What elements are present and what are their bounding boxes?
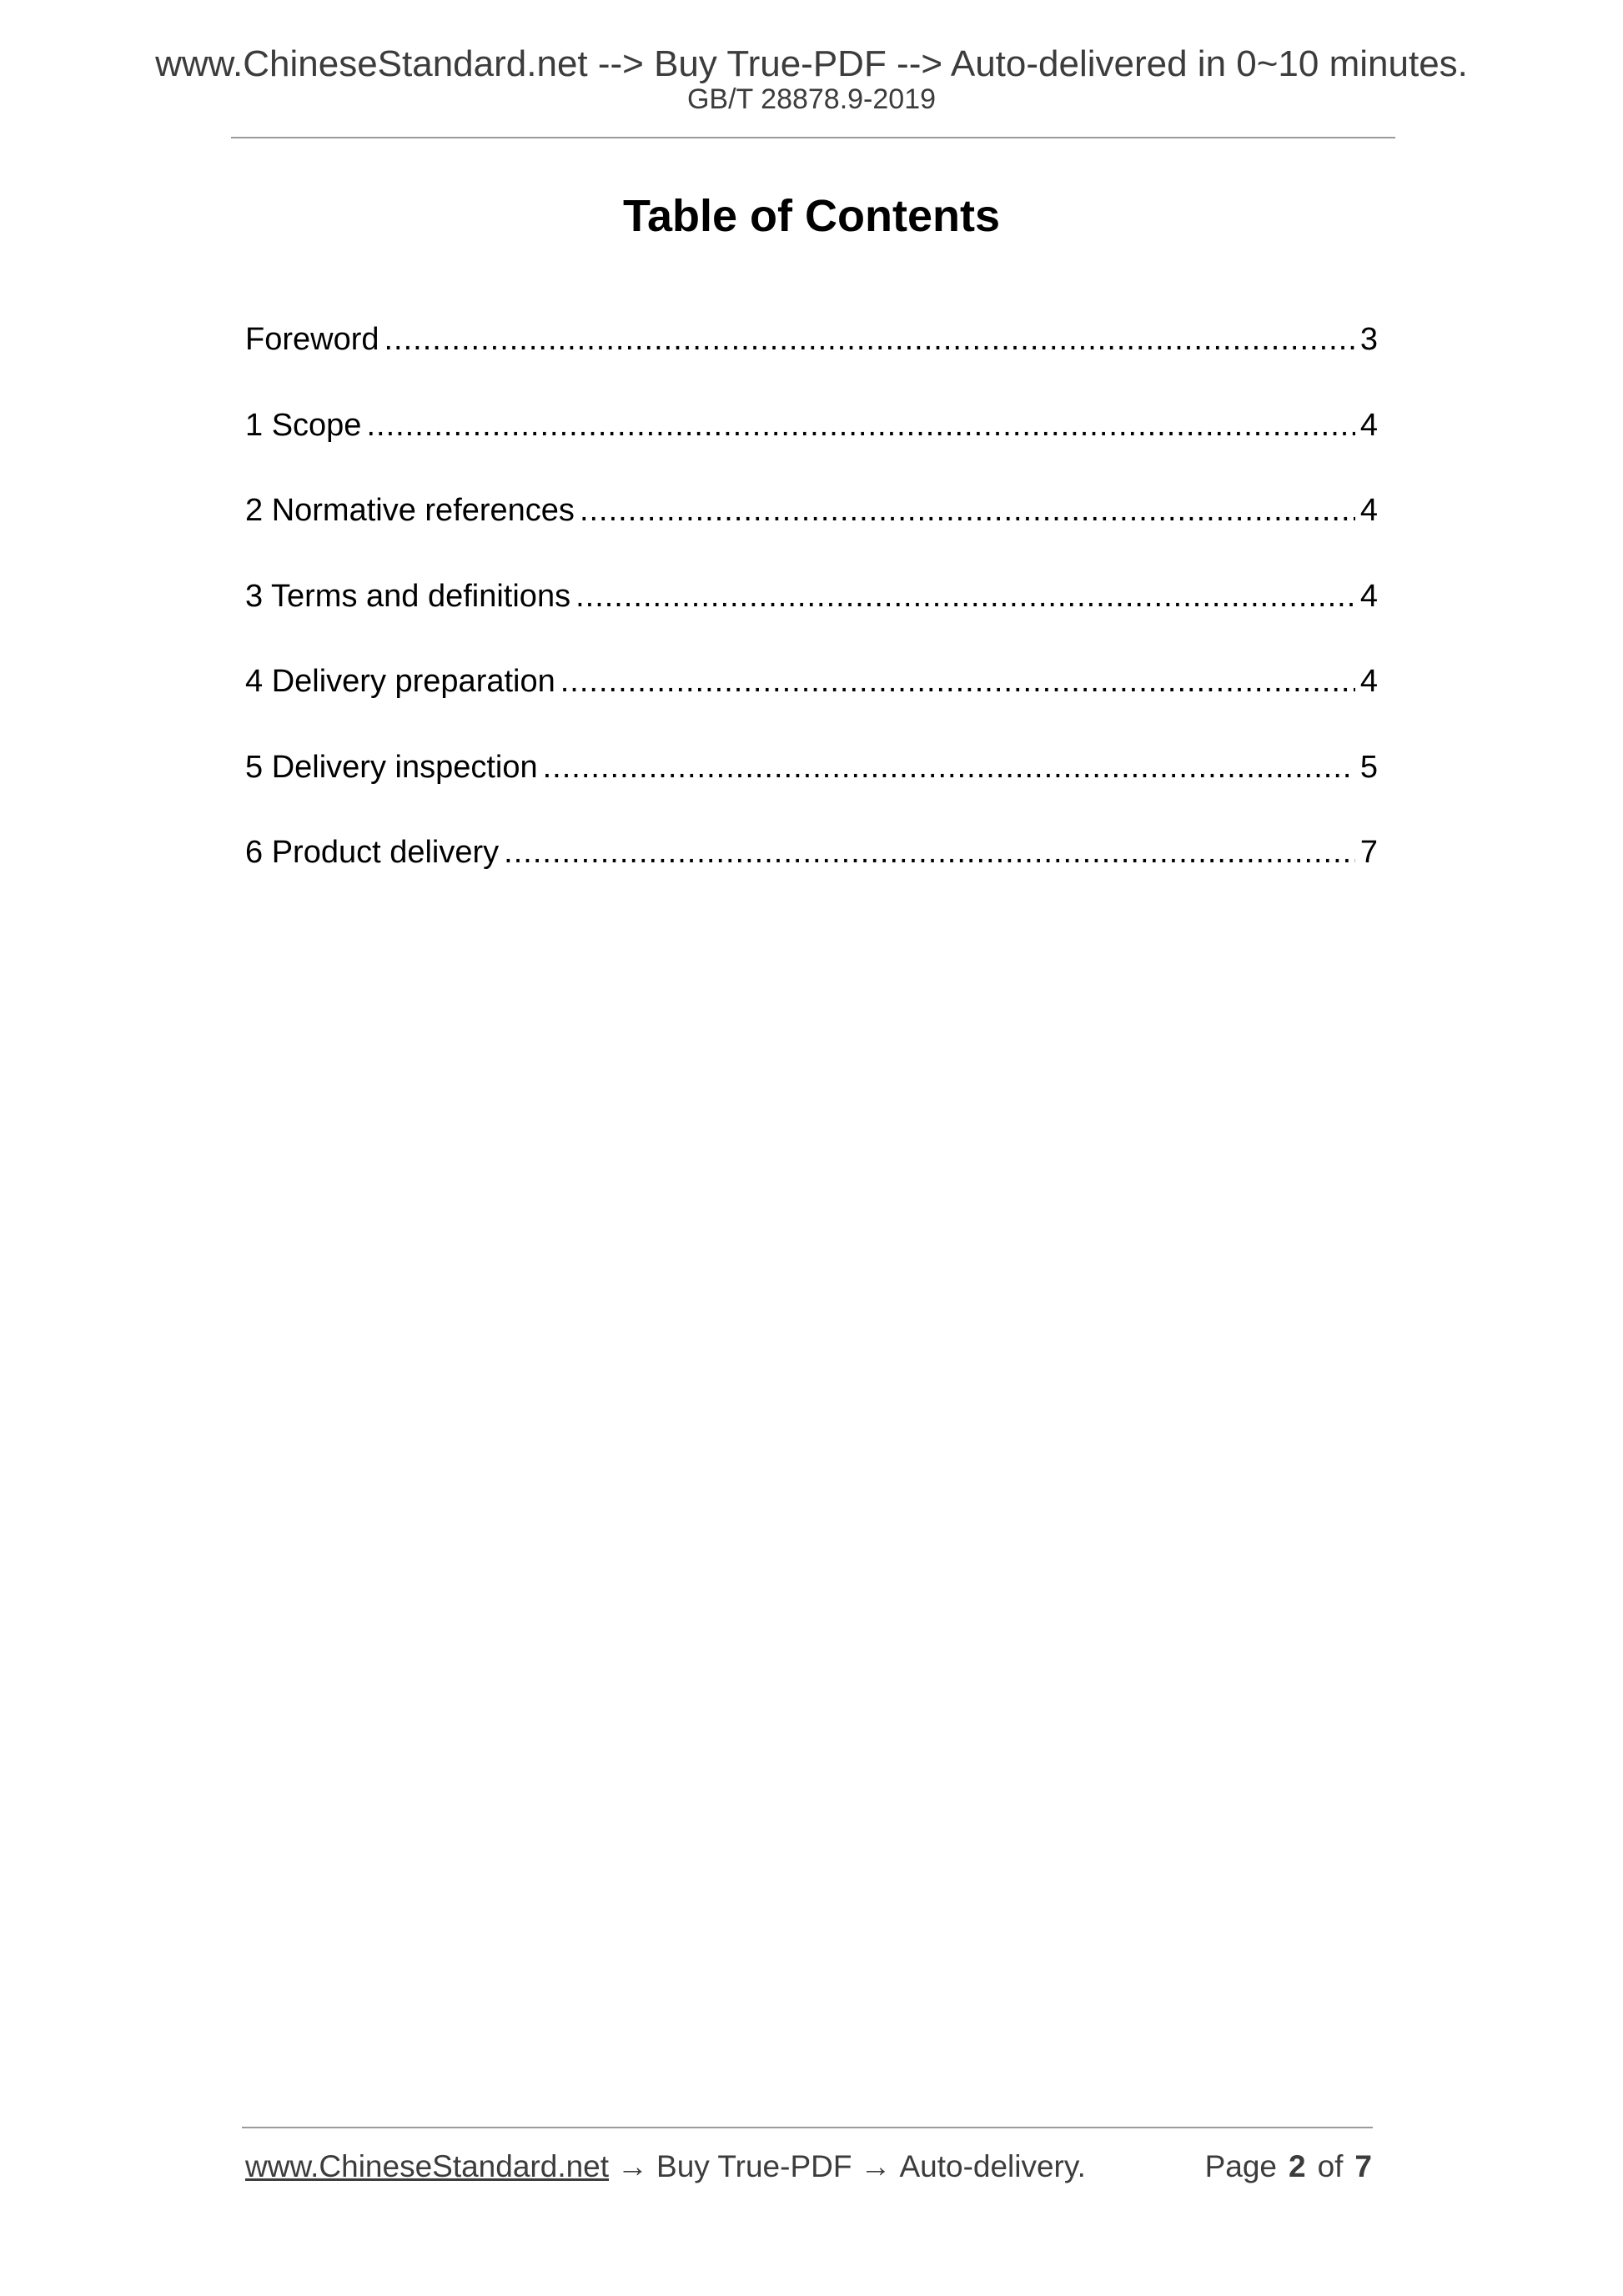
toc-dot-leader [543,750,1355,786]
toc-entry-scope[interactable] [245,408,1378,494]
page-title: Table of Contents [623,191,1000,241]
arrow-right-icon: → [617,2149,649,2183]
toc-entry-page: 4 [1359,493,1378,528]
of-label: of [1317,2149,1344,2183]
toc-dot-leader [575,579,1355,615]
toc-dot-leader [504,835,1355,871]
page-label: Page [1204,2149,1277,2183]
footer-site-link[interactable]: www.ChineseStandard.net [245,2149,610,2183]
toc-entry-label: 2 Normative references [245,493,575,528]
header-banner: www.ChineseStandard.net --> Buy True-PDF --> Auto-delivered in 0~10 minutes. [155,43,1468,84]
toc-entry-label: 5 Delivery inspection [245,749,538,785]
arrow-right-icon: → [860,2149,892,2183]
toc-dot-leader [366,408,1354,444]
toc-entry-foreword[interactable] [245,322,1378,408]
standard-code: GB/T 28878.9-2019 [686,83,937,115]
toc-entry-page: 4 [1359,578,1378,614]
toc-entry-page: 4 [1359,407,1378,443]
footer-delivery-text: Auto-delivery. [899,2149,1086,2183]
page-total: 7 [1354,2149,1372,2183]
toc-dot-leader [560,664,1355,700]
toc-entry-delivery-preparation[interactable] [245,664,1378,750]
toc-entry-page: 4 [1359,664,1378,699]
toc-entry-label: Foreword [245,322,379,357]
toc-entry-label: 3 Terms and definitions [245,578,571,614]
toc-entry-normative-references[interactable] [245,493,1378,579]
footer-promo [245,2149,1086,2184]
toc-dot-leader [384,322,1355,358]
toc-entry-delivery-inspection[interactable] [245,750,1378,836]
toc-entry-label: 4 Delivery preparation [245,664,555,699]
page-number [1205,2149,1372,2184]
table-of-contents [245,322,1378,921]
toc-entry-label: 6 Product delivery [245,835,500,870]
page-current: 2 [1288,2149,1306,2183]
toc-entry-product-delivery[interactable] [245,835,1378,921]
footer-divider [242,2127,1373,2128]
toc-entry-page: 7 [1359,835,1378,870]
footer-buy-text: Buy True-PDF [656,2149,852,2183]
toc-entry-terms-and-definitions[interactable] [245,579,1378,665]
toc-entry-page: 5 [1359,749,1378,785]
toc-dot-leader [580,493,1355,529]
toc-entry-label: 1 Scope [245,407,362,443]
toc-entry-page: 3 [1359,322,1378,357]
header-divider [231,137,1395,138]
